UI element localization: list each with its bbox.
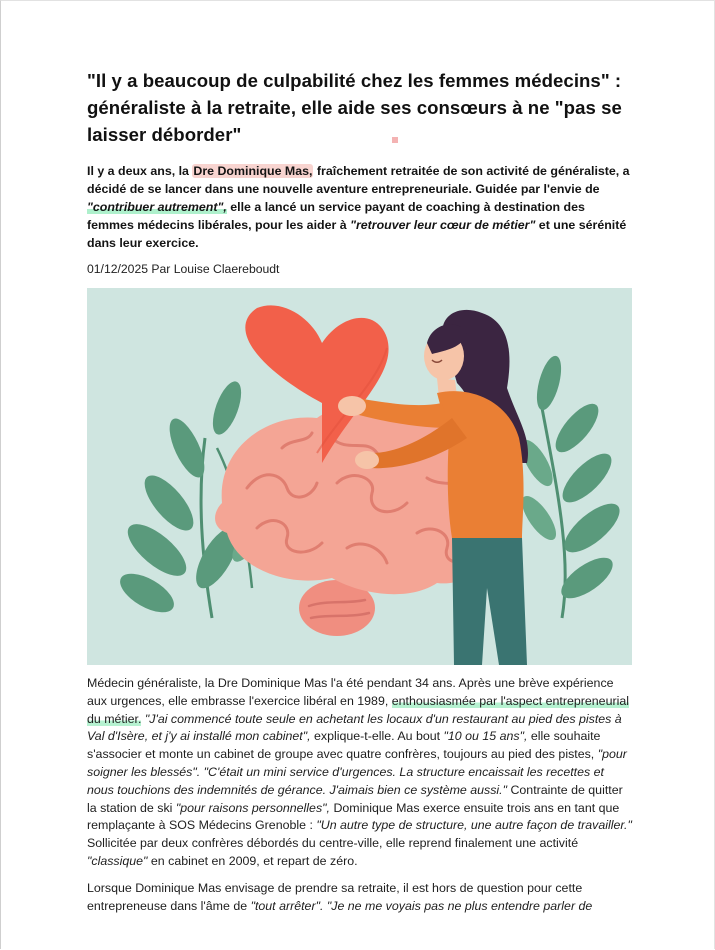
- article-meta: [87, 261, 632, 277]
- article: [87, 67, 632, 915]
- article-paragraph-2: Lorsque Dominique Mas envisage de prendre sa retraite, il est hors de question pour cette entrepreneuse dans l'âme de "tout arrêter". "Je ne me voyais pas ne plus entendre parler de: [87, 880, 593, 913]
- article-author: Par Louise Claereboudt: [148, 262, 280, 276]
- highlight-quote: "contribuer autrement",: [87, 200, 227, 214]
- article-lead: Il y a deux ans, la Dre Dominique Mas, fraîchement retraitée de son activité de généraliste, a décidé de se lancer dans une nouvelle aventure entrepreneuriale. Guidée par l'envie de "contribuer autrement", elle a lancé un service payant de coaching à destination des femmes médecins libérales, pour les aider à "retrouver leur cœur de métier" et une sérénité dans leur exercice.: [87, 164, 630, 250]
- article-paragraph-1: Médecin généraliste, la Dre Dominique Mas l'a été pendant 34 ans. Après une brève expérience aux urgences, elle embrasse l'exercice libéral en 1989, enthousiasmée par l'aspect entrepreneurial du métier. "J'ai commencé toute seule en achetant les locaux d'un restaurant au pied des pistes à Val d'Isère, et j'y ai installé mon cabinet", explique-t-elle. Au bout "10 ou 15 ans", elle souhaite s'associer et monte un cabinet de groupe avec quatre confrères, toujours au pied des pistes, "pour soigner les blessés". "C'était un mini service d'urgences. La structure encaissait les recettes et nous touchions des indemnités de gérance. J'aimais bien ce système aussi." Contrainte de quitter la station de ski "pour raisons personnelles", Dominique Mas exerce ensuite trois ans en tant que remplaçante à SOS Médecins Grenoble : "Un autre type de structure, une autre façon de travailler." Sollicitée par deux confrères débordés du centre-ville, elle reprend finalement une activité "classique" en cabinet en 2009, et repart de zéro.: [87, 676, 632, 868]
- highlight-enthusiasm: enthousiasmée par l'aspect entrepreneurial du métier.: [87, 693, 629, 726]
- highlight-name: Dre Dominique Mas,: [193, 164, 313, 178]
- article-title: "Il y a beaucoup de culpabilité chez les femmes médecins" : généraliste à la retraite, elle aide ses consœurs à ne "pas se laisser déborder": [87, 70, 622, 145]
- article-date: 01/12/2025: [87, 262, 148, 276]
- article-illustration: [87, 288, 632, 665]
